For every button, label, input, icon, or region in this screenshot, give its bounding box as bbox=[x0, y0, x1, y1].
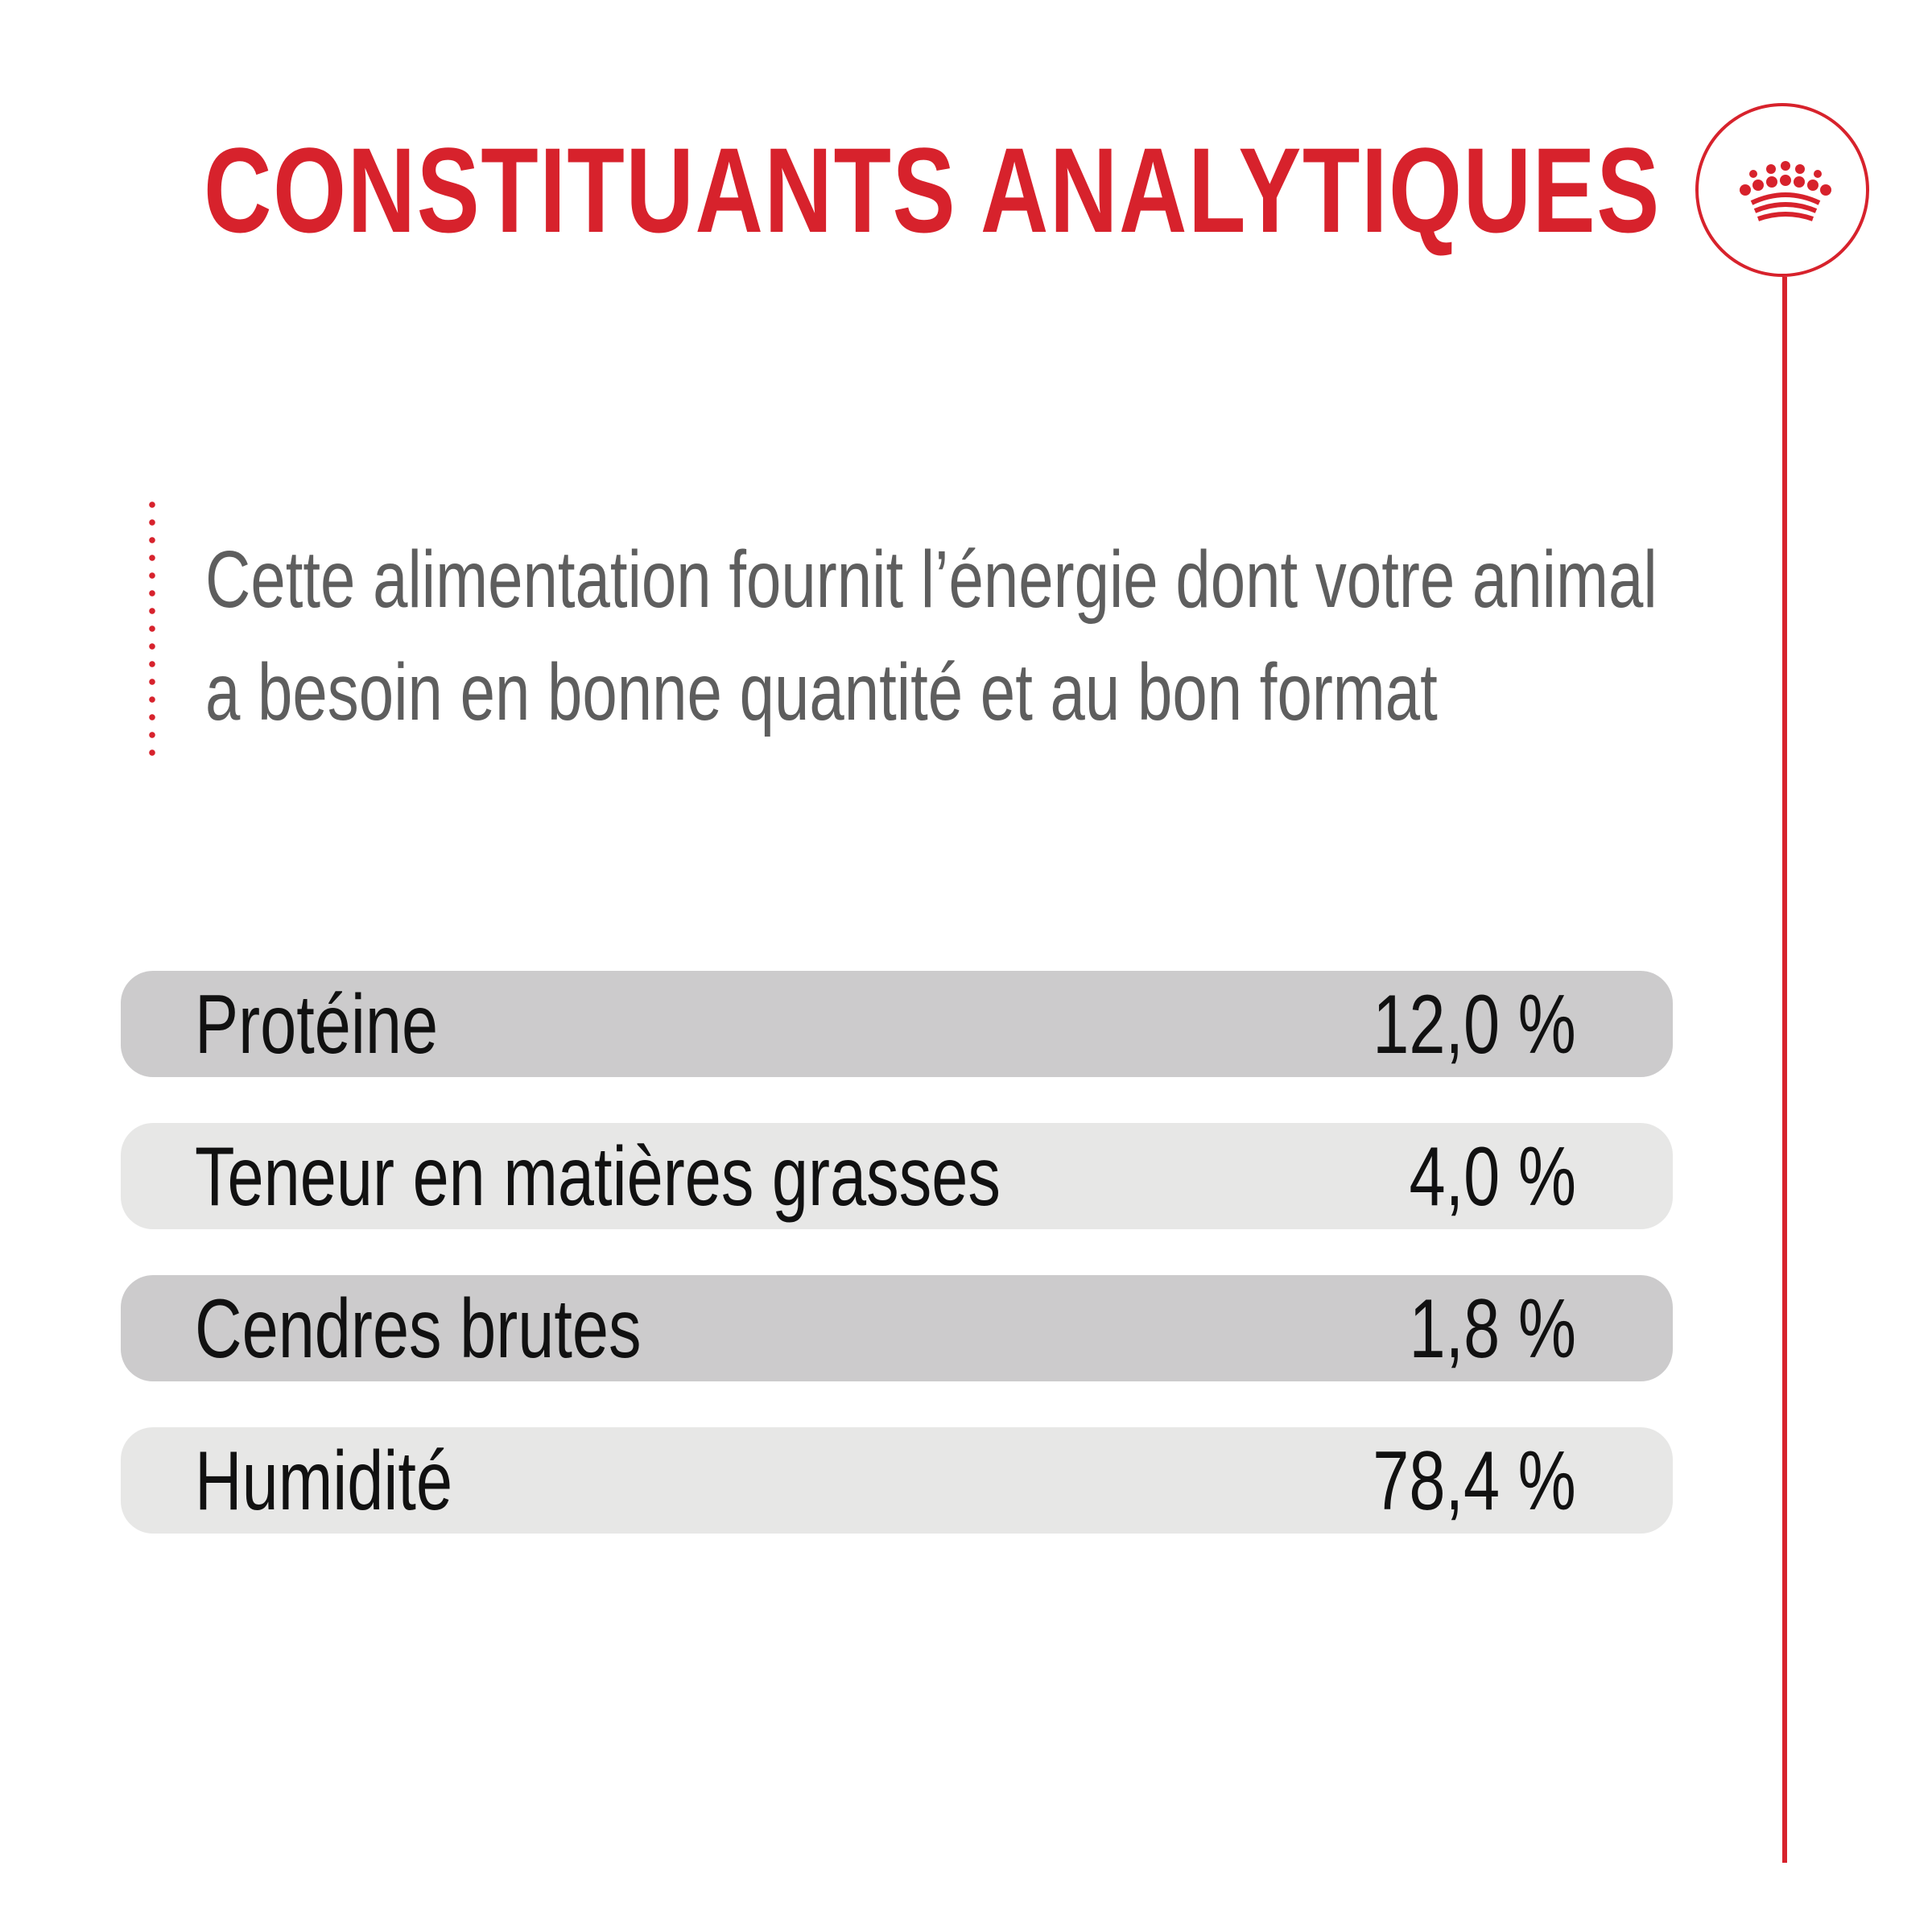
page-title: CONSTITUANTS ANALYTIQUES bbox=[204, 122, 1661, 258]
constituents-table bbox=[121, 971, 1673, 1579]
table-row-proteine bbox=[121, 971, 1673, 1077]
table-row-cendres-brutes bbox=[121, 1275, 1673, 1381]
table-row-humidite bbox=[121, 1427, 1673, 1534]
brand-vertical-line bbox=[1782, 277, 1787, 1863]
intro-line-1: Cette alimentation fournit l’énergie dont votre animal bbox=[205, 535, 1657, 625]
intro-text bbox=[205, 523, 1657, 749]
dotted-divider bbox=[149, 496, 155, 762]
crown-icon bbox=[1699, 106, 1872, 280]
row-label: Cendres brutes bbox=[195, 1282, 642, 1376]
intro-line-2: a besoin en bonne quantité et au bon format bbox=[205, 647, 1438, 737]
brand-logo-circle bbox=[1695, 103, 1869, 277]
row-label: Humidité bbox=[195, 1435, 453, 1528]
row-label: Protéine bbox=[195, 978, 439, 1071]
row-value: 12,0 % bbox=[1373, 978, 1576, 1071]
row-value: 4,0 % bbox=[1409, 1130, 1576, 1224]
row-label: Teneur en matières grasses bbox=[195, 1130, 1001, 1224]
row-value: 1,8 % bbox=[1409, 1282, 1576, 1376]
row-value: 78,4 % bbox=[1373, 1435, 1576, 1528]
table-row-matieres-grasses bbox=[121, 1123, 1673, 1229]
